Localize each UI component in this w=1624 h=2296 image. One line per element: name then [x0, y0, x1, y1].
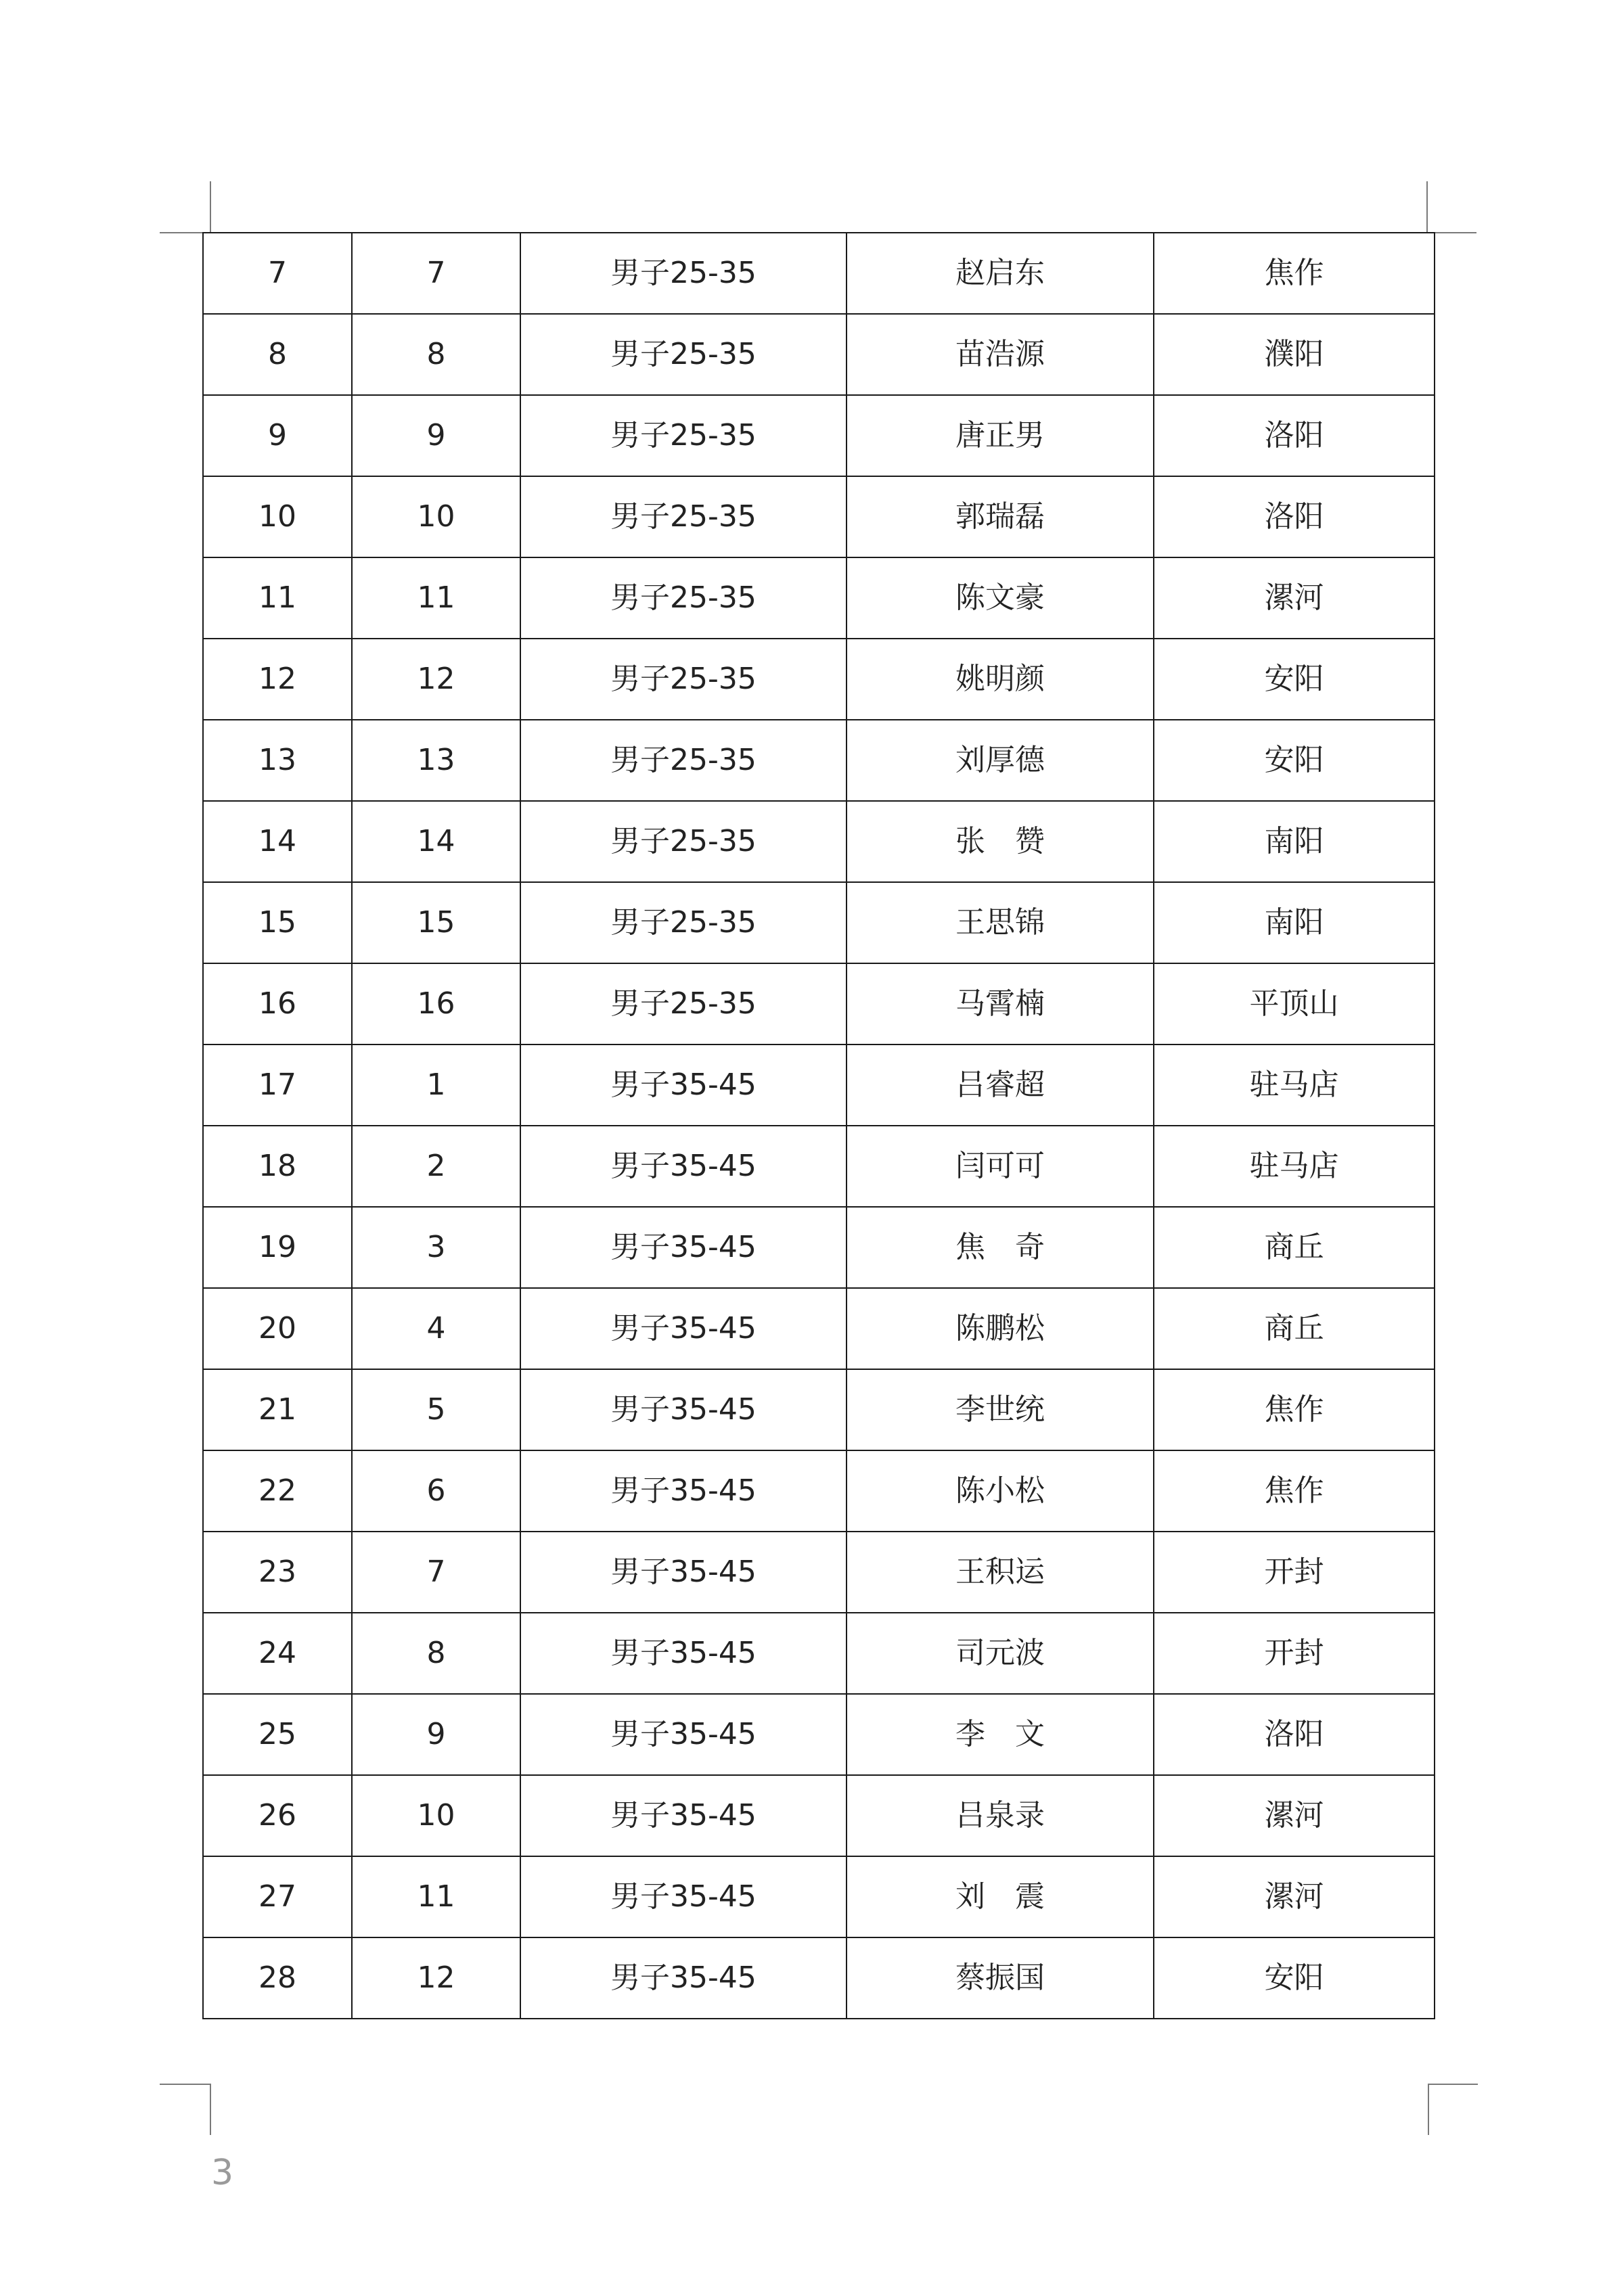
cell-seq: 7: [203, 233, 352, 314]
cell-category: 男子35-45: [520, 1369, 847, 1450]
crop-mark-bottom-right-vertical: [1428, 2084, 1429, 2135]
cell-group-no: 7: [352, 1532, 520, 1613]
cell-seq: 22: [203, 1450, 352, 1532]
cell-seq: 15: [203, 882, 352, 963]
table-row: [203, 720, 1435, 801]
cell-category: 男子35-45: [520, 1450, 847, 1532]
cell-category: 男子25-35: [520, 395, 847, 476]
cell-category: 男子35-45: [520, 1207, 847, 1288]
cell-group-no: 6: [352, 1450, 520, 1532]
cell-name: 马霄楠: [847, 963, 1154, 1044]
table-row: [203, 801, 1435, 882]
cell-seq: 12: [203, 639, 352, 720]
cell-category: 男子35-45: [520, 1937, 847, 2019]
page-number: 3: [211, 2153, 234, 2193]
cell-city: 焦作: [1154, 233, 1435, 314]
cell-category: 男子35-45: [520, 1288, 847, 1369]
cell-seq: 25: [203, 1694, 352, 1775]
cell-category: 男子25-35: [520, 476, 847, 557]
cell-city: 焦作: [1154, 1450, 1435, 1532]
cell-group-no: 8: [352, 1613, 520, 1694]
table-row: [203, 1532, 1435, 1613]
cell-category: 男子35-45: [520, 1613, 847, 1694]
cell-city: 洛阳: [1154, 1694, 1435, 1775]
cell-city: 南阳: [1154, 801, 1435, 882]
cell-group-no: 4: [352, 1288, 520, 1369]
cell-group-no: 3: [352, 1207, 520, 1288]
table-row: [203, 1207, 1435, 1288]
cell-name: 苗浩源: [847, 314, 1154, 395]
cell-name: 陈文豪: [847, 557, 1154, 639]
table-row: [203, 1694, 1435, 1775]
cell-city: 漯河: [1154, 1856, 1435, 1937]
table-row: [203, 882, 1435, 963]
cell-city: 开封: [1154, 1532, 1435, 1613]
roster-table: [202, 232, 1435, 2019]
cell-seq: 11: [203, 557, 352, 639]
table-row: [203, 1369, 1435, 1450]
cell-city: 漯河: [1154, 557, 1435, 639]
cell-group-no: 5: [352, 1369, 520, 1450]
crop-mark-top-right-vertical: [1426, 181, 1428, 232]
cell-category: 男子35-45: [520, 1694, 847, 1775]
crop-mark-top-right-horizontal: [1434, 232, 1476, 233]
cell-category: 男子25-35: [520, 314, 847, 395]
table-row: [203, 476, 1435, 557]
cell-city: 焦作: [1154, 1369, 1435, 1450]
cell-name: 刘厚德: [847, 720, 1154, 801]
cell-name: 姚明颜: [847, 639, 1154, 720]
cell-name: 蔡振国: [847, 1937, 1154, 2019]
cell-name: 李世统: [847, 1369, 1154, 1450]
cell-seq: 13: [203, 720, 352, 801]
cell-city: 商丘: [1154, 1288, 1435, 1369]
cell-group-no: 8: [352, 314, 520, 395]
cell-category: 男子25-35: [520, 720, 847, 801]
cell-seq: 21: [203, 1369, 352, 1450]
cell-group-no: 14: [352, 801, 520, 882]
cell-category: 男子25-35: [520, 233, 847, 314]
cell-seq: 23: [203, 1532, 352, 1613]
crop-mark-bottom-left-horizontal: [160, 2084, 210, 2085]
table-row: [203, 1775, 1435, 1856]
crop-mark-top-left-vertical: [210, 181, 211, 232]
table-row: [203, 314, 1435, 395]
cell-seq: 17: [203, 1044, 352, 1126]
crop-mark-bottom-right-horizontal: [1428, 2084, 1478, 2085]
cell-city: 洛阳: [1154, 395, 1435, 476]
cell-seq: 14: [203, 801, 352, 882]
cell-name: 陈小松: [847, 1450, 1154, 1532]
cell-seq: 28: [203, 1937, 352, 2019]
cell-name: 王积运: [847, 1532, 1154, 1613]
cell-name: 司元波: [847, 1613, 1154, 1694]
cell-name: 陈鹏松: [847, 1288, 1154, 1369]
cell-group-no: 11: [352, 1856, 520, 1937]
table-row: [203, 233, 1435, 314]
cell-city: 安阳: [1154, 1937, 1435, 2019]
cell-city: 安阳: [1154, 720, 1435, 801]
cell-category: 男子35-45: [520, 1856, 847, 1937]
cell-name: 吕泉录: [847, 1775, 1154, 1856]
cell-city: 商丘: [1154, 1207, 1435, 1288]
cell-city: 安阳: [1154, 639, 1435, 720]
cell-group-no: 9: [352, 1694, 520, 1775]
cell-category: 男子25-35: [520, 639, 847, 720]
cell-city: 洛阳: [1154, 476, 1435, 557]
cell-name: 张 赞: [847, 801, 1154, 882]
cell-name: 唐正男: [847, 395, 1154, 476]
table-row: [203, 1450, 1435, 1532]
cell-group-no: 16: [352, 963, 520, 1044]
cell-city: 漯河: [1154, 1775, 1435, 1856]
table-row: [203, 639, 1435, 720]
cell-name: 闫可可: [847, 1126, 1154, 1207]
cell-group-no: 12: [352, 639, 520, 720]
table-row: [203, 1288, 1435, 1369]
table-row: [203, 1126, 1435, 1207]
cell-seq: 26: [203, 1775, 352, 1856]
cell-seq: 8: [203, 314, 352, 395]
cell-group-no: 7: [352, 233, 520, 314]
cell-category: 男子35-45: [520, 1532, 847, 1613]
cell-seq: 10: [203, 476, 352, 557]
cell-group-no: 15: [352, 882, 520, 963]
cell-seq: 20: [203, 1288, 352, 1369]
cell-category: 男子35-45: [520, 1044, 847, 1126]
table-row: [203, 395, 1435, 476]
cell-name: 王思锦: [847, 882, 1154, 963]
table-row: [203, 963, 1435, 1044]
cell-group-no: 10: [352, 476, 520, 557]
cell-city: 平顶山: [1154, 963, 1435, 1044]
cell-category: 男子25-35: [520, 882, 847, 963]
cell-city: 驻马店: [1154, 1044, 1435, 1126]
cell-city: 南阳: [1154, 882, 1435, 963]
cell-seq: 16: [203, 963, 352, 1044]
cell-name: 赵启东: [847, 233, 1154, 314]
cell-name: 郭瑞磊: [847, 476, 1154, 557]
table-row: [203, 1613, 1435, 1694]
cell-name: 李 文: [847, 1694, 1154, 1775]
cell-city: 濮阳: [1154, 314, 1435, 395]
cell-group-no: 9: [352, 395, 520, 476]
cell-category: 男子25-35: [520, 801, 847, 882]
cell-category: 男子35-45: [520, 1775, 847, 1856]
cell-category: 男子35-45: [520, 1126, 847, 1207]
table-row: [203, 1856, 1435, 1937]
cell-name: 刘 震: [847, 1856, 1154, 1937]
cell-group-no: 11: [352, 557, 520, 639]
table-row: [203, 1044, 1435, 1126]
cell-city: 开封: [1154, 1613, 1435, 1694]
cell-seq: 18: [203, 1126, 352, 1207]
cell-category: 男子25-35: [520, 963, 847, 1044]
cell-seq: 24: [203, 1613, 352, 1694]
cell-group-no: 10: [352, 1775, 520, 1856]
cell-seq: 27: [203, 1856, 352, 1937]
roster-table-body: [203, 233, 1435, 2019]
cell-name: 吕睿超: [847, 1044, 1154, 1126]
cell-group-no: 2: [352, 1126, 520, 1207]
crop-mark-top-left-horizontal: [160, 232, 202, 233]
cell-city: 驻马店: [1154, 1126, 1435, 1207]
table-row: [203, 557, 1435, 639]
cell-name: 焦 奇: [847, 1207, 1154, 1288]
table-row: [203, 1937, 1435, 2019]
cell-group-no: 13: [352, 720, 520, 801]
crop-mark-bottom-left-vertical: [210, 2084, 211, 2135]
cell-seq: 19: [203, 1207, 352, 1288]
cell-group-no: 1: [352, 1044, 520, 1126]
cell-seq: 9: [203, 395, 352, 476]
cell-group-no: 12: [352, 1937, 520, 2019]
cell-category: 男子25-35: [520, 557, 847, 639]
